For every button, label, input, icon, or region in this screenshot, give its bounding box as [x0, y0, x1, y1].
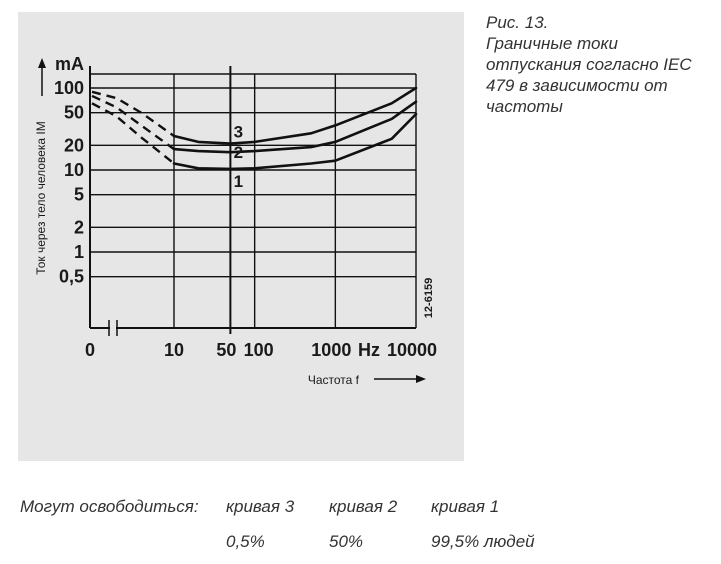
curve-3-label: 3 [233, 122, 244, 142]
x-tick-label: 10 [163, 340, 185, 360]
curve-1-label: 1 [233, 171, 244, 191]
curve-2-dashed-line [92, 96, 174, 149]
chart-panel [18, 12, 464, 461]
curve-legend [20, 497, 710, 561]
y-axis-title: Ток через тело человека IM [34, 121, 48, 275]
figure-number: Рис. 13. [486, 13, 549, 32]
figure-code: 12-6159 [423, 277, 435, 319]
legend-lead: Могут освободиться: [20, 497, 199, 516]
legend-percent-1: 99,5% людей [431, 532, 535, 551]
y-tick-label: 50 [63, 102, 84, 123]
legend-curve-3: кривая 3 [226, 497, 295, 516]
y-tick-label: 0,5 [58, 266, 84, 287]
y-unit-label: mA [54, 54, 84, 74]
y-tick-label: 5 [73, 184, 84, 205]
x-tick-label: 10000 [386, 340, 438, 360]
y-tick-label: 10 [63, 160, 84, 180]
y-tick-label: 1 [73, 242, 84, 262]
x-axis-title: Частота f [307, 373, 359, 387]
legend-curve-1: кривая 1 [431, 497, 500, 516]
x-tick-label: 50 [216, 340, 237, 360]
frequency-current-chart [18, 12, 464, 461]
figure-caption-text: Граничные токи отпускания согласно IEC 479 в зависимости от частоты [486, 34, 692, 116]
legend-curve-2: кривая 2 [329, 497, 398, 516]
figure-caption [486, 12, 711, 117]
axis-break-gap [110, 320, 116, 336]
x-tick-label: 1000 [311, 340, 352, 360]
x-tick-label: 0 [84, 340, 96, 360]
curve-3-line [174, 88, 416, 144]
y-tick-label: 2 [73, 217, 84, 238]
y-tick-label: 100 [53, 78, 84, 98]
x-unit-label: Hz [358, 340, 380, 360]
x-tick-label: 100 [243, 340, 274, 360]
legend-percent-2: 50% [329, 532, 364, 551]
x-axis-arrow-head [416, 375, 426, 383]
curve-2-label: 2 [233, 143, 244, 163]
y-axis-arrow-head [38, 58, 46, 68]
legend-percent-3: 0,5% [226, 532, 265, 551]
chart-grid [90, 66, 416, 336]
y-tick-label: 20 [63, 135, 84, 156]
